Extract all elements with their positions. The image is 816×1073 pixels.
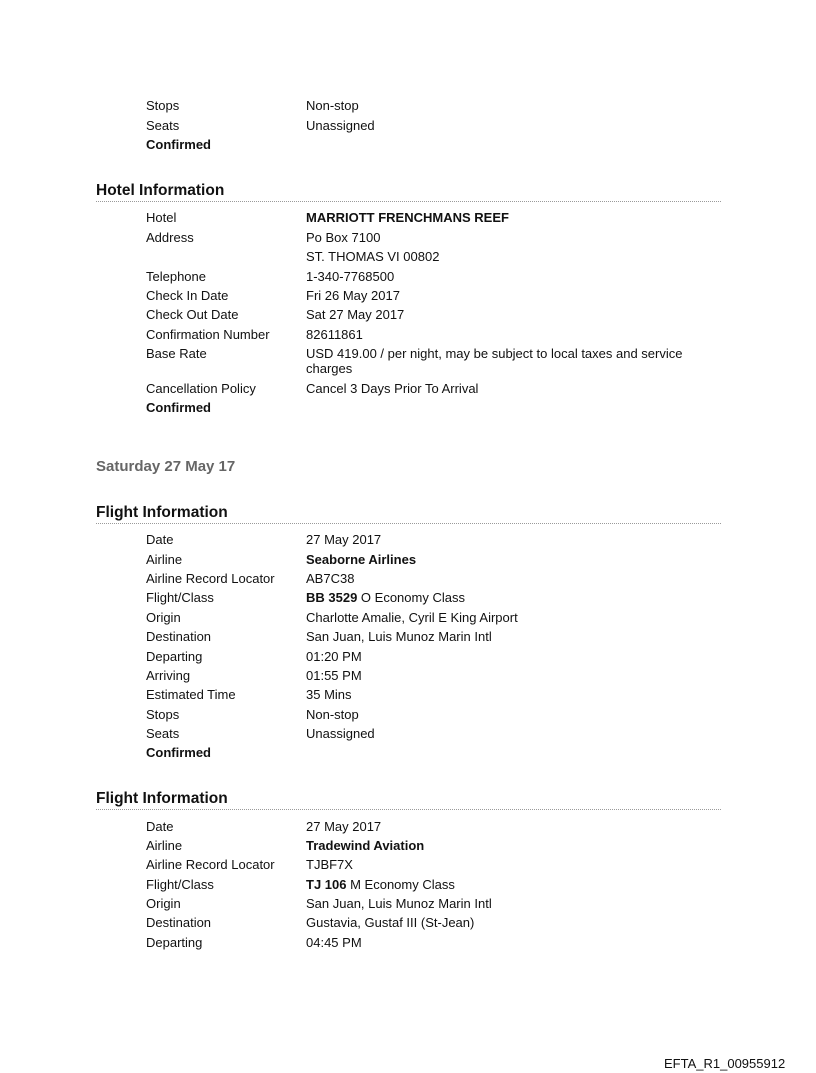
- departing-value: 01:20 PM: [306, 649, 362, 664]
- origin-label: Origin: [146, 610, 181, 625]
- date-label: Date: [146, 819, 174, 834]
- destination-value: Gustavia, Gustaf III (St-Jean): [306, 915, 475, 930]
- date-value: 27 May 2017: [306, 532, 382, 547]
- flightclass-value: [306, 877, 455, 892]
- flightclass-label: Flight/Class: [146, 590, 214, 605]
- hotel-status-confirmed: Confirmed: [146, 400, 211, 415]
- locator-value: AB7C38: [306, 571, 355, 586]
- class-value: M Economy Class: [346, 877, 455, 892]
- locator-label: Airline Record Locator: [146, 857, 275, 872]
- cancellation-value: Cancel 3 Days Prior To Arrival: [306, 381, 479, 396]
- address-line1: Po Box 7100: [306, 230, 381, 245]
- confirmation-label: Confirmation Number: [146, 327, 270, 342]
- telephone-value: 1-340-7768500: [306, 269, 395, 284]
- cancellation-label: Cancellation Policy: [146, 381, 256, 396]
- flight1-status-confirmed: Confirmed: [146, 745, 211, 760]
- estimated-label: Estimated Time: [146, 687, 236, 702]
- base-rate-value: USD 419.00 / per night, may be subject to local taxes and service charges: [306, 346, 683, 376]
- base-rate-label: Base Rate: [146, 346, 207, 361]
- airline-value: Tradewind Aviation: [306, 838, 425, 853]
- checkin-value: Fri 26 May 2017: [306, 288, 400, 303]
- stops-value: Non-stop: [306, 98, 359, 113]
- airline-value: Seaborne Airlines: [306, 552, 417, 567]
- seats-label: Seats: [146, 726, 180, 741]
- document-id: EFTA_R1_00955912: [664, 1056, 786, 1071]
- address-label: Address: [146, 230, 194, 245]
- flightclass-value: [306, 590, 465, 605]
- class-value: O Economy Class: [357, 590, 465, 605]
- origin-value: Charlotte Amalie, Cyril E King Airport: [306, 610, 518, 625]
- flight-number: BB 3529: [306, 590, 358, 605]
- stops-label: Stops: [146, 98, 180, 113]
- airline-label: Airline: [146, 838, 183, 853]
- departing-label: Departing: [146, 649, 203, 664]
- destination-label: Destination: [146, 915, 212, 930]
- flight-number: TJ 106: [306, 877, 347, 892]
- locator-value: TJBF7X: [306, 857, 353, 872]
- origin-value: San Juan, Luis Munoz Marin Intl: [306, 896, 492, 911]
- departing-label: Departing: [146, 935, 203, 950]
- confirmation-value: 82611861: [306, 327, 363, 342]
- flight1-section-title: Flight Information: [96, 504, 721, 524]
- arriving-value: 01:55 PM: [306, 668, 362, 683]
- seats-value: Unassigned: [306, 118, 375, 133]
- stops-label: Stops: [146, 707, 180, 722]
- origin-label: Origin: [146, 896, 181, 911]
- destination-label: Destination: [146, 629, 212, 644]
- flightclass-label: Flight/Class: [146, 877, 214, 892]
- hotel-label: Hotel: [146, 210, 177, 225]
- seats-label: Seats: [146, 118, 180, 133]
- destination-value: San Juan, Luis Munoz Marin Intl: [306, 629, 492, 644]
- stops-value: Non-stop: [306, 707, 359, 722]
- checkout-value: Sat 27 May 2017: [306, 307, 405, 322]
- hotel-section-title: Hotel Information: [96, 182, 721, 202]
- telephone-label: Telephone: [146, 269, 206, 284]
- airline-label: Airline: [146, 552, 183, 567]
- checkout-label: Check Out Date: [146, 307, 239, 322]
- flight2-section-title: Flight Information: [96, 790, 721, 810]
- arriving-label: Arriving: [146, 668, 191, 683]
- locator-label: Airline Record Locator: [146, 571, 275, 586]
- hotel-name: MARRIOTT FRENCHMANS REEF: [306, 210, 509, 225]
- estimated-value: 35 Mins: [306, 687, 352, 702]
- date-label: Date: [146, 532, 174, 547]
- checkin-label: Check In Date: [146, 288, 229, 303]
- date-value: 27 May 2017: [306, 819, 382, 834]
- seats-value: Unassigned: [306, 726, 375, 741]
- departing-value: 04:45 PM: [306, 935, 362, 950]
- status-confirmed: Confirmed: [146, 137, 211, 152]
- address-line2: ST. THOMAS VI 00802: [306, 249, 440, 264]
- day-heading: Saturday 27 May 17: [96, 458, 236, 475]
